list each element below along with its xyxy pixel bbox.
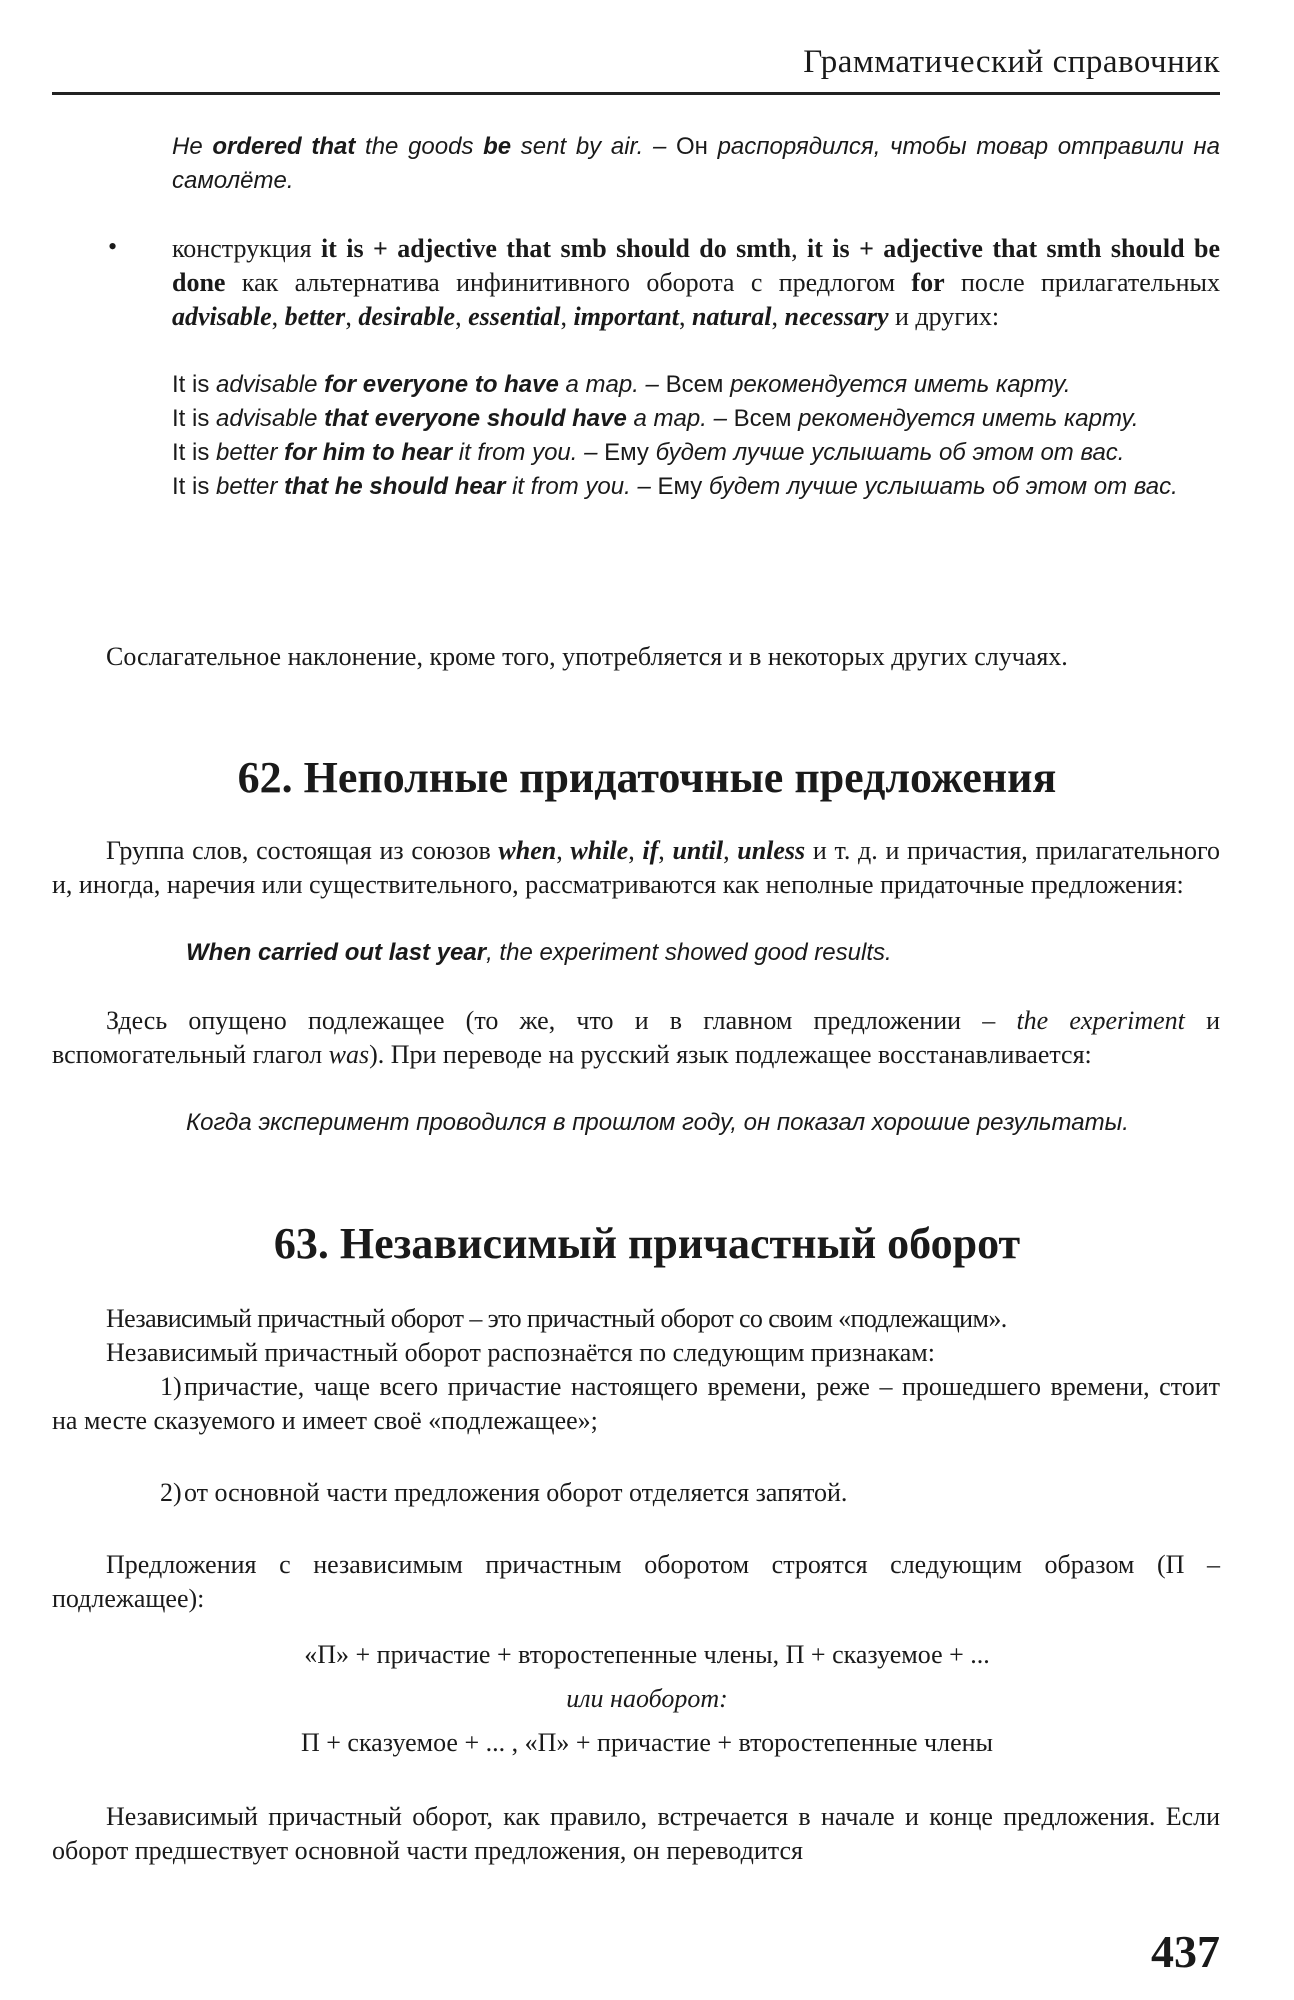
list-number: 1): [160, 1372, 182, 1401]
text-run: it is + adjective that smb should do smth: [320, 234, 792, 263]
text-run: ,: [791, 234, 807, 263]
text-run: it from you. –: [452, 439, 605, 466]
text-run: it is + adjective that smth should be done: [172, 234, 1220, 297]
text-run: ). При переводе на русский язык подлежащее восстанавливается:: [369, 1040, 1092, 1069]
section-63-paragraph-4: [52, 1800, 1220, 1868]
text-run: while: [570, 836, 629, 865]
text-run: будет лучше услышать об этом от вас.: [702, 473, 1178, 500]
bullet-examples: [172, 368, 1220, 504]
page-number: 437: [1151, 1926, 1220, 1977]
list-item-text: [52, 1372, 1220, 1435]
text-run: When carried out last year: [186, 939, 487, 966]
text-run: it from you. –: [505, 473, 658, 500]
text-run: was: [328, 1040, 370, 1069]
text-run: причастие, чаще всего причастие настоящего времени, реже – прошедшего времени, стоит на месте сказуемого и имеет своё «подлежащее»;: [52, 1372, 1220, 1435]
example-line: [172, 470, 1220, 504]
text-run: Предложения с независимым причастным оборотом строятся следующим образом (П – подлежащее):: [52, 1550, 1220, 1613]
section-63-paragraph-1: [52, 1302, 1220, 1336]
text-run: the experiment: [1016, 1006, 1185, 1035]
text-run: essential: [468, 302, 561, 331]
running-header: Грамматический справочник: [803, 44, 1220, 80]
paragraph-subjunctive: [52, 640, 1220, 674]
section-62-example-2: [186, 1106, 1220, 1140]
text-run: He: [172, 133, 213, 160]
section-63-paragraph-3: [52, 1548, 1220, 1616]
text-run: unless: [737, 836, 806, 865]
text-run: ,: [679, 302, 693, 331]
text-run: Независимый причастный оборот – это причастный оборот со своим «подлежащим».: [106, 1304, 1007, 1333]
list-number: 2): [160, 1478, 182, 1507]
text-run: advisable: [209, 371, 325, 398]
text-run: advisable: [172, 302, 272, 331]
section-62-paragraph-2: [52, 1004, 1220, 1072]
text-run: рекомендуется иметь карту.: [791, 405, 1139, 432]
text-run: a map. –: [558, 371, 666, 398]
text-run: for: [911, 268, 945, 297]
bullet-paragraph: [172, 232, 1220, 334]
text-run: for him to hear: [284, 439, 453, 466]
text-run: It is: [172, 473, 210, 500]
text-run: Ему: [604, 439, 649, 466]
text-run: when: [498, 836, 557, 865]
text-run: It is: [172, 371, 210, 398]
text-run: be: [483, 133, 512, 160]
text-run: It is: [172, 405, 210, 432]
text-run: ,: [560, 302, 574, 331]
text-run: Независимый причастный оборот, как правило, встречается в начале и конце предложения. Если оборот предшествует основной части предложения, он переводится: [52, 1802, 1220, 1865]
list-item-1: [52, 1370, 1220, 1438]
section-62-example-1: [186, 936, 1220, 970]
or-label: или наоборот:: [566, 1684, 728, 1713]
text-run: ordered that: [212, 133, 356, 160]
text-run: better: [209, 439, 285, 466]
text-run: Ему: [657, 473, 703, 500]
text-run: until: [672, 836, 724, 865]
text-run: от основной части предложения оборот отделяется запятой.: [184, 1478, 848, 1507]
text-run: Здесь опущено подлежащее (то же, что и в главном предложении –: [106, 1006, 1017, 1035]
text-run: как альтернатива инфинитивного оборота с предлогом: [225, 268, 912, 297]
text-run: that he should hear: [284, 473, 506, 500]
text-run: Он: [675, 133, 708, 160]
text-run: рекомендуется иметь карту.: [723, 371, 1071, 398]
text-run: important: [573, 302, 680, 331]
text-run: распорядился, чтобы товар отправили на самолёте.: [172, 133, 1220, 194]
text-run: ,: [271, 302, 285, 331]
text-run: a map. –: [626, 405, 734, 432]
text-run: Всем: [733, 405, 792, 432]
text-run: Всем: [665, 371, 724, 398]
text-run: better: [284, 302, 346, 331]
list-item-2: [52, 1476, 1220, 1510]
text-run: ,: [658, 836, 673, 865]
text-run: , the experiment showed good results.: [486, 939, 892, 966]
text-run: после прилагательных: [944, 268, 1220, 297]
example-line: [172, 402, 1220, 436]
text-run: the goods: [355, 133, 484, 160]
formula-1: «П» + причастие + второстепенные члены, П + сказуемое + ...: [304, 1640, 990, 1669]
header-rule: [52, 92, 1220, 95]
example-line: [172, 368, 1220, 402]
text-run: It is: [172, 439, 210, 466]
text-run: и вспомогательный глагол: [52, 1006, 1221, 1069]
text-run: necessary: [784, 302, 889, 331]
text-run: ,: [345, 302, 359, 331]
text-run: if: [642, 836, 659, 865]
section-62-heading: 62. Неполные придаточные предложения: [237, 753, 1057, 802]
text-run: ,: [628, 836, 643, 865]
text-run: ,: [455, 302, 469, 331]
text-run: и других:: [888, 302, 1000, 331]
text-run: advisable: [209, 405, 325, 432]
text-run: better: [209, 473, 285, 500]
text-run: конструкция: [172, 234, 321, 263]
text-run: Независимый причастный оборот распознаётся по следующим признакам:: [106, 1338, 935, 1367]
section-63-paragraph-2: [52, 1336, 1220, 1370]
text-run: ,: [556, 836, 571, 865]
section-63-heading: 63. Независимый причастный оборот: [273, 1219, 1021, 1268]
text-run: будет лучше услышать об этом от вас.: [648, 439, 1125, 466]
section-62-paragraph-1: [52, 834, 1220, 902]
bullet-icon: •: [108, 232, 118, 261]
text-run: ,: [723, 836, 738, 865]
formula-2: П + сказуемое + ... , «П» + причастие + второстепенные члены: [300, 1728, 994, 1757]
text-run: for everyone to have: [324, 371, 559, 398]
list-item-text: [184, 1478, 847, 1507]
text-run: и т. д. и причастия, прилагательного и, иногда, наречия или существительного, рассматриваются как неполные придаточные предложения:: [52, 836, 1221, 899]
text-run: natural: [692, 302, 772, 331]
text-run: Когда эксперимент проводился в прошлом году, он показал хорошие результаты.: [186, 1109, 1129, 1136]
text-run: that everyone should have: [324, 405, 627, 432]
text-run: Сослагательное наклонение, кроме того, употребляется и в некоторых других случаях.: [106, 642, 1068, 671]
text-run: ,: [771, 302, 785, 331]
text-run: Группа слов, состоящая из союзов: [106, 836, 499, 865]
example-line: [172, 436, 1220, 470]
text-run: desirable: [358, 302, 456, 331]
example-ordered: [172, 130, 1220, 198]
text-run: sent by air. –: [511, 133, 676, 160]
